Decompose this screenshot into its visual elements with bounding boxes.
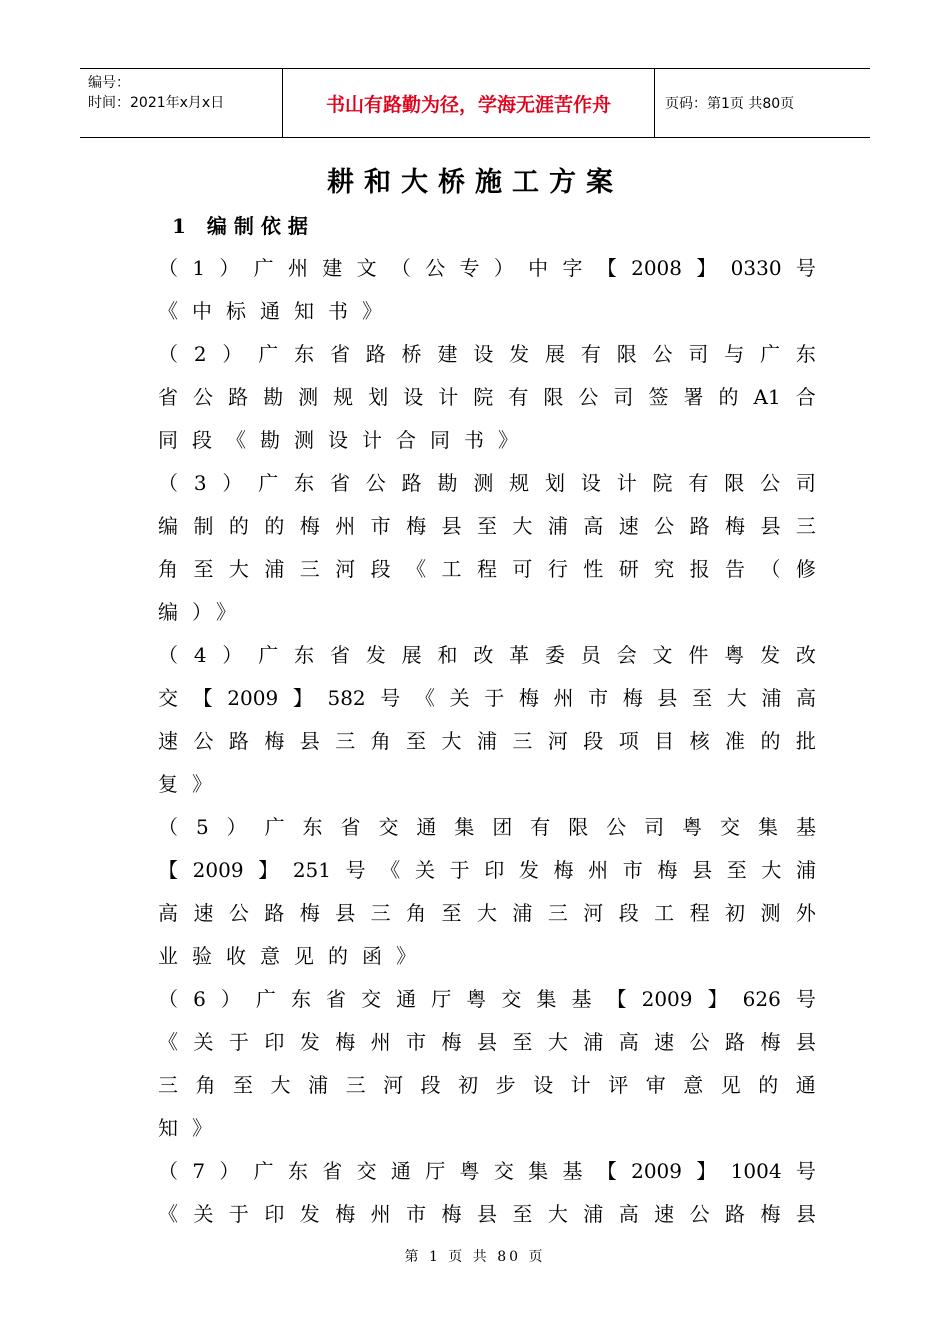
paragraph-5 <box>158 806 816 978</box>
paragraph-line: 高 速 公 路 梅 县 三 角 至 大 浦 三 河 段 工 程 初 测 外 <box>158 901 816 925</box>
paragraph-1 <box>158 247 816 333</box>
page-footer: 第 1 页 共 80 页 <box>404 1249 546 1265</box>
paragraph-line: （ 5 ） 广 东 省 交 通 集 团 有 限 公 司 粤 交 集 基 <box>158 815 816 839</box>
paragraph-line: 省 公 路 勘 测 规 划 设 计 院 有 限 公 司 签 署 的 A1 合 <box>158 385 816 409</box>
paragraph-line: 业验收意见的函》 <box>158 944 430 968</box>
paragraph-line: 三 角 至 大 浦 三 河 段 初 步 设 计 评 审 意 见 的 通 <box>158 1073 816 1097</box>
document-title: 耕和大桥施工方案 <box>327 167 623 198</box>
header-meta <box>80 69 282 137</box>
paragraph-line: 知》 <box>158 1116 226 1140</box>
paragraph-6 <box>158 978 816 1150</box>
paragraph-4 <box>158 634 816 806</box>
paragraph-line: 编 制 的 的 梅 州 市 梅 县 至 大 浦 高 速 公 路 梅 县 三 <box>158 514 816 538</box>
paragraph-line: （ 7 ） 广 东 省 交 通 厅 粤 交 集 基 【 2009 】 1004 号 <box>158 1159 816 1183</box>
paragraph-line: 角 至 大 浦 三 河 段 《 工 程 可 行 性 研 究 报 告 （ 修 <box>158 557 816 581</box>
paragraph-2 <box>158 333 816 462</box>
paragraph-line: 《 关 于 印 发 梅 州 市 梅 县 至 大 浦 高 速 公 路 梅 县 <box>158 1202 816 1226</box>
paragraph-line: （ 1 ） 广 州 建 文 （ 公 专 ） 中 字 【 2008 】 0330 号 <box>158 256 816 280</box>
paragraph-line: （ 3 ） 广 东 省 公 路 勘 测 规 划 设 计 院 有 限 公 司 <box>158 471 816 495</box>
paragraph-line: 《 关 于 印 发 梅 州 市 梅 县 至 大 浦 高 速 公 路 梅 县 <box>158 1030 816 1054</box>
header-motto: 书山有路勤为径，学海无涯苦作舟 <box>282 69 655 137</box>
header-table <box>80 68 870 138</box>
section-heading: 1 编制依据 <box>172 214 315 238</box>
paragraph-line: （ 4 ） 广 东 省 发 展 和 改 革 委 员 会 文 件 粤 发 改 <box>158 643 816 667</box>
paragraph-line: 交 【 2009 】 582 号 《 关 于 梅 州 市 梅 县 至 大 浦 高 <box>158 686 816 710</box>
paragraph-7 <box>158 1150 816 1236</box>
time-label: 时间：2021年x月x日 <box>88 95 225 111</box>
paragraph-line: 复》 <box>158 772 226 796</box>
paragraph-line: 【 2009 】 251 号 《 关 于 印 发 梅 州 市 梅 县 至 大 浦 <box>158 858 816 882</box>
paragraph-line: （ 6 ） 广 东 省 交 通 厅 粤 交 集 基 【 2009 】 626 号 <box>158 987 816 1011</box>
paragraph-line: 《中标通知书》 <box>158 299 396 323</box>
number-label: 编号： <box>88 75 130 91</box>
header-page-info: 页码：第1页 共80页 <box>665 96 795 112</box>
paragraph-line: 同段《勘测设计合同书》 <box>158 428 532 452</box>
paragraph-line: 速 公 路 梅 县 三 角 至 大 浦 三 河 段 项 目 核 准 的 批 <box>158 729 816 753</box>
paragraph-line: 编）》 <box>158 600 250 624</box>
paragraph-3 <box>158 462 816 634</box>
paragraph-line: （ 2 ） 广 东 省 路 桥 建 设 发 展 有 限 公 司 与 广 东 <box>158 342 816 366</box>
